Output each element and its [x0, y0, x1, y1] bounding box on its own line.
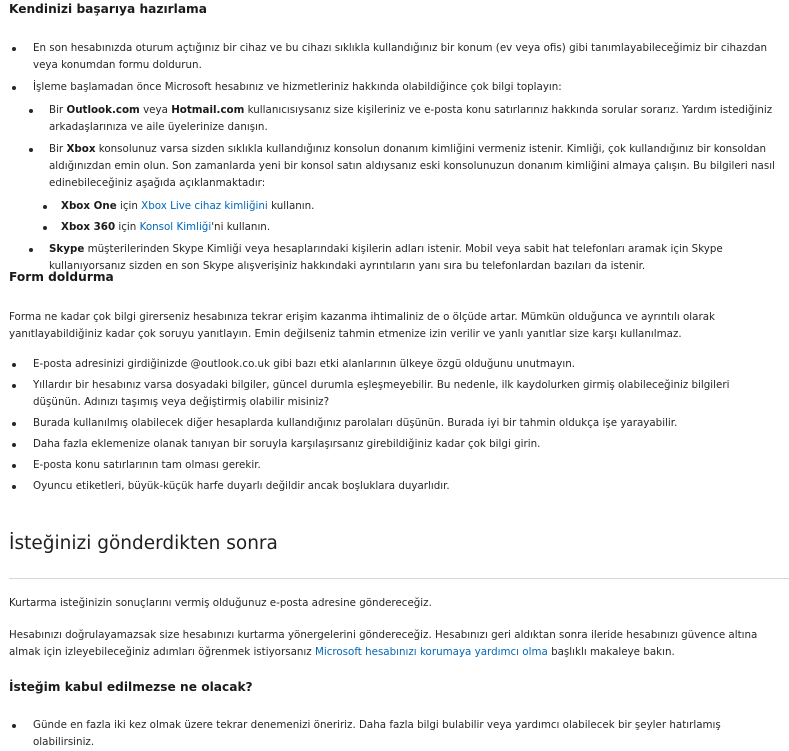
text: başlıklı makaleye bakın. [547, 646, 675, 658]
xbox-one-label: Xbox One [61, 200, 117, 212]
text: için [116, 200, 142, 212]
list-item: Burada kullanılmış olabilecek diğer hesaplarda kullandığınız parolaları düşünün. Burada iyi bir tahmin oldukça işe yarayabilir. [9, 415, 779, 432]
xbox-label: Xbox [66, 143, 96, 155]
text: Hesabınızı doğrulayamazsak size hesabınızı kurtarma yönergelerini göndereceğiz. Hesabınızı geri aldıktan sonra ileride hesabınızı güvence altına almak için izleyebileceğiniz adımları öğrenmek istiyorsanız [9, 629, 758, 658]
outlook-label: Outlook.com [66, 104, 140, 116]
text: kullanın. [267, 200, 315, 212]
list-item-skype [33, 241, 779, 275]
list-item: E-posta adresinizi girdiğinizde @outlook.co.uk gibi bazı etki alanlarının ülkeye özgü olduğunu unutmayın. [9, 356, 779, 373]
after-request-p1: Kurtarma isteğinizin sonuçlarını vermiş olduğunuz e-posta adresine göndereceğiz. [9, 597, 432, 609]
prepare-list [9, 40, 779, 275]
xbox-sublist [49, 198, 779, 236]
list-item-xbox [33, 141, 779, 236]
text: müşterilerinden Skype Kimliği veya hesaplarındaki kişilerin adları istenir. Mobil veya sabit hat telefonları aramak için Skype kullanıyorsanız sizden en son Skype alışverişiniz hakkındaki ayrıntıların yanı sıra bu telefonlardan bazıları da istenir. [49, 243, 723, 272]
text: Bir [49, 104, 67, 116]
list-item: Günde en fazla iki kez olmak üzere tekrar denemenizi öneririz. Daha fazla bilgi bulabilir veya yardımcı olabilecek bir şeyler hatırlamış olabilirsiniz. [9, 717, 779, 751]
console-id-link[interactable]: Konsol Kimliği [139, 221, 212, 233]
not-accepted-list [9, 717, 779, 751]
form-tips-list [9, 356, 779, 495]
list-item: Yıllardır bir hesabınız varsa dosyadaki bilgiler, güncel durumla eşleşmeyebilir. Bu nedenle, ilk kaydolurken girmiş olabileceğiniz bilgileri düşünün. Adınızı taşımış veya değiştirmiş olabilir misiniz? [9, 377, 779, 411]
list-item: Oyuncu etiketleri, büyük-küçük harfe duyarlı değildir ancak boşluklara duyarlıdır. [9, 478, 779, 495]
after-request-p2 [9, 627, 779, 661]
list-item-text: İşleme başlamadan önce Microsoft hesabınız ve hizmetleriniz hakkında olabildiğince çok bilgi toplayın: [33, 81, 562, 93]
heading-form: Form doldurma [9, 270, 114, 284]
xbox-360-label: Xbox 360 [61, 221, 116, 233]
text: Bir [49, 143, 67, 155]
list-item [9, 79, 779, 275]
list-item-xbox-one [49, 198, 779, 215]
protect-account-link[interactable]: Microsoft hesabınızı korumaya yardımcı olma [314, 646, 548, 658]
list-item: Daha fazla eklemenize olanak tanıyan bir soruyla karşılaşırsanız girebildiğiniz kadar çok bilgi girin. [9, 436, 779, 453]
heading-after-request: İsteğinizi gönderdikten sonra [9, 533, 278, 554]
skype-label: Skype [49, 243, 85, 255]
list-item-outlook [33, 102, 779, 136]
xbox-live-device-id-link[interactable]: Xbox Live cihaz kimliğini [141, 200, 268, 212]
text: veya [139, 104, 172, 116]
list-item: En son hesabınızda oturum açtığınız bir cihaz ve bu cihazı sıklıkla kullandığınız bir konum (ev veya ofis) gibi tanımlayabileceğimiz bir cihazdan veya konumdan formu doldurun. [9, 40, 779, 74]
services-sublist [33, 102, 779, 275]
form-intro: Forma ne kadar çok bilgi girerseniz hesabınıza tekrar erişim kazanma ihtimaliniz de o ölçüde artar. Mümkün olduğunca ve ayrıntılı olarak yanıtlayabildiğiniz kadar çok soruyu yanıtlayın. Emin değilseniz tahmin etmenize izin verilir ve yanlı yanıtlar size karşı kullanılmaz. [9, 311, 715, 340]
text: için [115, 221, 140, 233]
hotmail-label: Hotmail.com [171, 104, 245, 116]
heading-not-accepted: İsteğim kabul edilmezse ne olacak? [9, 680, 253, 694]
text: konsolunuz varsa sizden sıklıkla kullandığınız konsolun donanım kimliğini vermeniz istenir. Kimliği, çok kullandığınız bir konsoldan aldığınızdan emin olun. Son zamanlarda yeni bir konsol satın aldıysanız eski konsolunuzun donanım kimliğini almaya çalışın. Bu bilgileri nasıl edinebileceğiniz aşağıda açıklanmaktadır: [49, 143, 775, 189]
heading-prepare: Kendinizi başarıya hazırlama [9, 2, 207, 16]
list-item: E-posta konu satırlarının tam olması gerekir. [9, 457, 779, 474]
section-divider [9, 578, 789, 579]
list-item-xbox-360 [49, 219, 779, 236]
text: kullanıcısıysanız size kişileriniz ve e-posta konu satırlarınız hakkında sorular sorarız. Yardım istediğiniz arkadaşlarınıza ve aile üyelerinize danışın. [49, 104, 773, 133]
text: 'ni kullanın. [211, 221, 271, 233]
